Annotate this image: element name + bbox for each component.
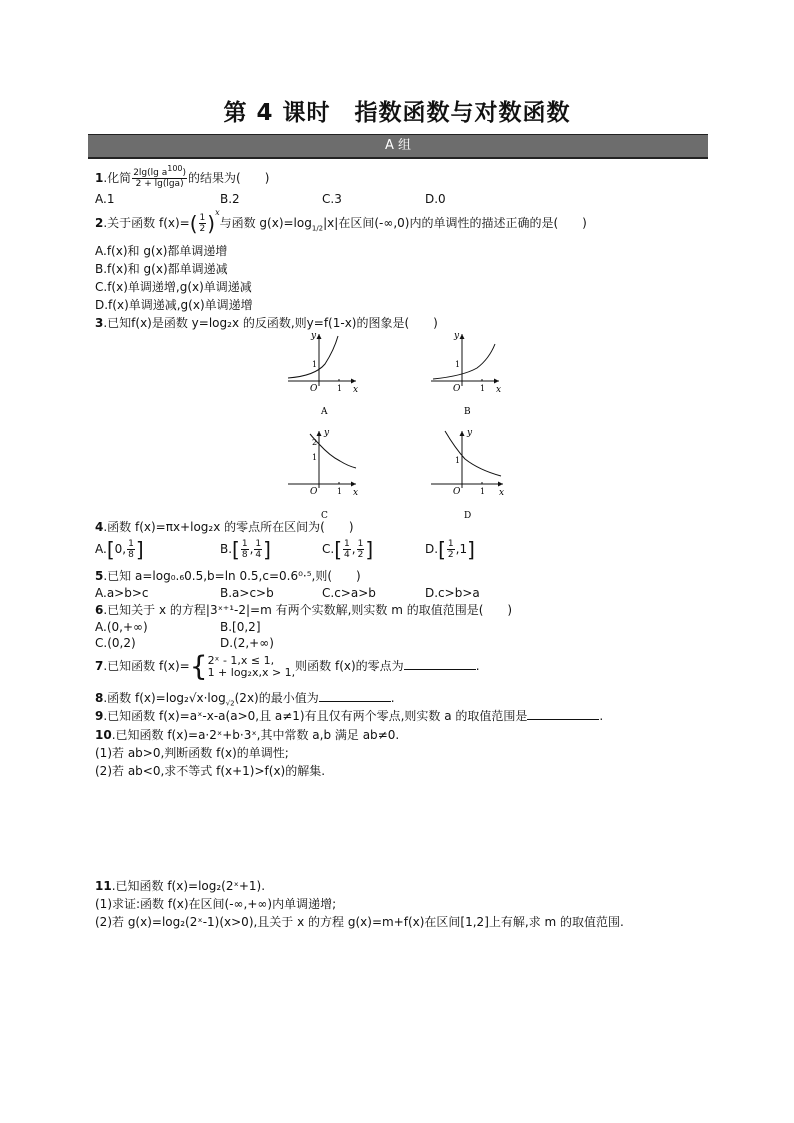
question-9: [95, 709, 603, 723]
q1-frac-num-post: ): [182, 168, 187, 178]
q2-base-fraction: [199, 213, 207, 234]
q7-piecewise: [208, 655, 296, 679]
group-banner: [88, 134, 708, 159]
q1-stem-pre: .化简: [103, 171, 132, 185]
question-number: 1: [95, 171, 104, 185]
answer-blank[interactable]: [527, 709, 599, 720]
tick-label: 1: [312, 453, 318, 462]
axis-label-x: x: [499, 488, 505, 498]
question-number: 6: [95, 603, 104, 617]
question-8: [95, 691, 395, 708]
q7-case-2: 1 + log₂x,x > 1,: [207, 665, 296, 679]
origin-label: O: [310, 487, 318, 497]
axis-label-x: x: [353, 488, 359, 498]
q6-option-d: D.(2,+∞): [220, 636, 274, 650]
question-6: [95, 603, 512, 617]
axis-label-y: y: [454, 331, 460, 341]
q11-part-1: (1)求证:函数 f(x)在区间(-∞,+∞)内单调递增;: [95, 897, 337, 911]
tick-label: 1: [312, 360, 318, 369]
graph-label-a: A: [321, 407, 328, 417]
q2-log-base: 1/2: [311, 224, 324, 233]
q4-option-b: B.[ $\frac{1}{8}$ , $\frac{1}{4}$ ]: [220, 537, 271, 562]
tick-label: 1: [480, 487, 486, 496]
q8-stem-post: (2x)的最小值为: [234, 691, 319, 705]
q8-stem-pre: .函数 f(x)=log₂√x·log: [103, 691, 226, 705]
q5-stem: .已知 a=log₀.₆0.5,b=ln 0.5,c=0.6⁰·⁵,则( ): [103, 569, 361, 583]
q7-case-1: 2ˣ - 1,x ≤ 1,: [207, 653, 275, 667]
q6-option-a: A.(0,+∞): [95, 620, 148, 634]
q2-stem-b: 与函数 g(x)=log: [219, 216, 312, 230]
question-number: 2: [95, 216, 104, 230]
axis-label-y: y: [324, 428, 330, 438]
origin-label: O: [453, 487, 461, 497]
q1-frac-sup: 100: [167, 164, 183, 173]
q4-option-c: C.[ $\frac{1}{4}$ , $\frac{1}{2}$ ]: [322, 537, 374, 562]
q9-stem: .已知函数 f(x)=aˣ-x-a(a>0,且 a≠1)有且仅有两个零点,则实数 a 的取值范围是: [103, 709, 528, 723]
q1-option-d: D.0: [425, 192, 446, 206]
q3-graph-b: [431, 331, 501, 417]
q10-part-2: (2)若 ab<0,求不等式 f(x+1)>f(x)的解集.: [95, 764, 326, 778]
q2-exp: x: [215, 208, 220, 217]
question-2: 2.关于函数 f(x)=( $\frac{1}{2}$ )$^x$与函数 $g(x)=\log_{1/2}|x|$在区间(-∞,0)内的单调性的描述正确的是( ): [95, 208, 587, 236]
answer-blank[interactable]: [404, 659, 476, 670]
q5-option-c: C.c>a>b: [322, 586, 376, 600]
q7-end: .: [475, 659, 480, 673]
question-1: [95, 164, 270, 189]
question-5: [95, 569, 361, 583]
q6-option-c: C.(0,2): [95, 636, 136, 650]
question-4: [95, 520, 354, 534]
question-number: 10: [95, 728, 112, 742]
question-7: 7.已知函数 f(x)={ 2ˣ - 1,x ≤ 1, 1 + log₂x,x > 1, 则函数 f(x)的零点为 .: [95, 649, 480, 683]
question-number: 8: [95, 691, 104, 705]
tick-label: 1: [455, 456, 461, 465]
question-10: [95, 728, 399, 742]
tick-label: 1: [337, 384, 343, 393]
tick-label: 2: [312, 438, 318, 447]
q1-option-c: C.3: [322, 192, 342, 206]
tick-label: 1: [337, 487, 343, 496]
axis-label-y: y: [467, 428, 473, 438]
page-title: 第 4 课时 指数函数与对数函数: [223, 100, 571, 126]
q7-stem-post: 则函数 f(x)的零点为: [295, 659, 404, 673]
q7-stem-pre: .已知函数 f(x)=: [103, 659, 190, 673]
question-number: 4: [95, 520, 104, 534]
q2-stem-c: |x|在区间(-∞,0)内的单调性的描述正确的是( ): [323, 216, 587, 230]
axis-label-y: y: [311, 331, 317, 341]
question-11: [95, 879, 265, 893]
question-number: 7: [95, 659, 104, 673]
q1-frac-num: 2lg(lg a: [133, 168, 168, 178]
question-number: 9: [95, 709, 104, 723]
q2-base-den: 2: [199, 224, 206, 234]
q1-stem-post: 的结果为( ): [188, 171, 270, 185]
origin-label: O: [453, 384, 461, 394]
q8-log-base: √2: [225, 699, 235, 708]
answer-blank[interactable]: [319, 691, 391, 702]
group-label: A 组: [384, 138, 412, 153]
q5-option-b: B.a>c>b: [220, 586, 274, 600]
q3-stem: .已知f(x)是函数 y=log₂x 的反函数,则y=f(1-x)的图象是( ): [103, 316, 438, 330]
q2-option-c: C.f(x)单调递增,g(x)单调递减: [95, 280, 252, 294]
q5-option-a: A.a>b>c: [95, 586, 149, 600]
q1-fraction: [132, 164, 187, 189]
q3-graph-c: [288, 428, 358, 521]
q5-option-d: D.c>b>a: [425, 586, 480, 600]
q2-stem-a: .关于函数 f(x)=: [103, 216, 190, 230]
graph-label-d: D: [464, 511, 472, 521]
q2-option-d: D.f(x)单调递减,g(x)单调递增: [95, 298, 253, 312]
axis-label-x: x: [353, 385, 359, 395]
question-number: 3: [95, 316, 104, 330]
tick-label: 1: [455, 360, 461, 369]
axis-label-x: x: [496, 385, 502, 395]
q11-stem: .已知函数 f(x)=log₂(2ˣ+1).: [111, 879, 266, 893]
question-number: 11: [95, 879, 112, 893]
q3-graph-a: [288, 331, 358, 417]
q2-base-num: 1: [199, 213, 206, 223]
tick-label: 1: [480, 384, 486, 393]
q9-end: .: [599, 709, 604, 723]
graph-label-c: C: [321, 511, 328, 521]
q1-frac-den: 2 + lg(lga): [135, 179, 184, 189]
question-number: 5: [95, 569, 104, 583]
q4-stem: .函数 f(x)=πx+log₂x 的零点所在区间为( ): [103, 520, 354, 534]
graph-label-b: B: [464, 407, 471, 417]
q11-part-2: (2)若 g(x)=log₂(2ˣ-1)(x>0),且关于 x 的方程 g(x)=m+f(x)在区间[1,2]上有解,求 m 的取值范围.: [95, 915, 624, 929]
q2-option-b: B.f(x)和 g(x)都单调递减: [95, 262, 228, 276]
q6-option-b: B.[0,2]: [220, 620, 261, 634]
q6-stem: .已知关于 x 的方程|3ˣ⁺¹-2|=m 有两个实数解,则实数 m 的取值范围是( ): [103, 603, 513, 617]
q10-part-1: (1)若 ab>0,判断函数 f(x)的单调性;: [95, 746, 289, 760]
q1-option-a: A.1: [95, 192, 115, 206]
q3-graph-d: [431, 428, 504, 521]
q2-option-a: A.f(x)和 g(x)都单调递增: [95, 244, 228, 258]
q10-stem: .已知函数 f(x)=a·2ˣ+b·3ˣ,其中常数 a,b 满足 ab≠0.: [111, 728, 400, 742]
q4-option-d: D.[ $\frac{1}{2}$ ,1]: [425, 537, 475, 562]
q1-option-b: B.2: [220, 192, 240, 206]
q4-option-a: A.[0, $\frac{1}{8}$ ]: [95, 537, 144, 562]
origin-label: O: [310, 384, 318, 394]
q3-graphs-top: [280, 326, 520, 521]
q8-end: .: [390, 691, 395, 705]
